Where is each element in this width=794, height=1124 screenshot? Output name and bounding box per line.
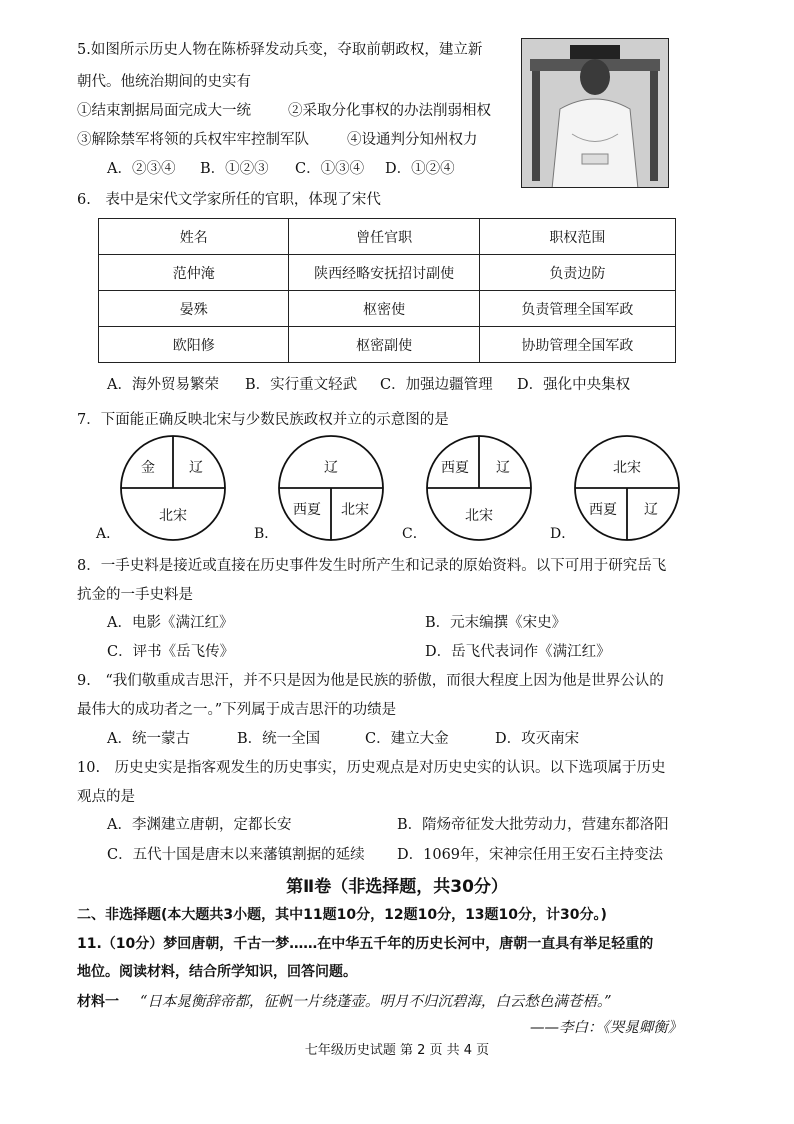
table-cell: 晏殊 (99, 291, 289, 327)
q11-material-source: ——李白：《哭晁卿衡》 (530, 1020, 683, 1036)
table-header-office: 曾任官职 (289, 219, 479, 255)
q9-stem-line2: 最伟大的成功者之一。”下列属于成吉思汗的功绩是 (77, 702, 397, 718)
q11-stem-line2: 地位。阅读材料，结合所学知识，回答问题。 (77, 964, 357, 980)
diagram-c-region: 西夏 (441, 460, 469, 476)
table-cell: 协助管理全国军政 (479, 327, 675, 363)
q10-option-b: B．隋炀帝征发大批劳动力，营建东都洛阳 (397, 817, 669, 833)
diagram-b-region: 西夏 (293, 502, 321, 518)
q10-stem-line2: 观点的是 (77, 789, 135, 805)
q5-stem-line1: 5.如图所示历史人物在陈桥驿发动兵变，夺取前朝政权，建立新 (77, 42, 483, 58)
q11-material-label: 材料一 (77, 994, 119, 1010)
diagram-a-region: 金 (141, 460, 155, 476)
q6-option-d: D．强化中央集权 (517, 377, 631, 393)
q6-stem: 6. 表中是宋代文学家所任的官职，体现了宋代 (77, 192, 381, 208)
part2-heading: 二、非选择题(本大题共3小题，其中11题10分，12题10分，13题10分，计30分。) (77, 907, 607, 923)
q6-option-a: A．海外贸易繁荣 (107, 377, 219, 393)
q9-stem-line1: 9. “我们敬重成吉思汗，并不只是因为他是民族的骄傲，而很大程度上因为他是世界公认的 (77, 673, 664, 689)
diagram-c (402, 438, 542, 552)
q8-option-c: C．评书《岳飞传》 (107, 644, 235, 660)
q8-option-d: D．岳飞代表词作《满江红》 (425, 644, 611, 660)
diagram-a-region: 辽 (189, 460, 203, 476)
table-row (99, 255, 676, 291)
table-cell: 枢密副使 (289, 327, 479, 363)
q10-option-c: C．五代十国是唐末以来藩镇割据的延续 (107, 847, 365, 863)
q9-option-b: B．统一全国 (237, 731, 321, 747)
q11-stem-line1: 11.（10分）梦回唐朝，千古一梦……在中华五千年的历史长河中，唐朝一直具有举足轻重的 (77, 936, 654, 952)
q5-option-d: D．①②④ (385, 161, 455, 177)
q5-option-b: B．①②③ (200, 161, 269, 177)
diagram-d-label: D． (550, 526, 576, 542)
q11-material-text: “日本晁衡辞帝都，征帆一片绕蓬壶。明月不归沉碧海，白云愁色满苍梧。” (140, 994, 612, 1010)
q5-statement-3: ③解除禁军将领的兵权牢牢控制军队 (77, 132, 309, 148)
q10-stem-line1: 10. 历史史实是指客观发生的历史事实，历史观点是对历史史实的认识。以下选项属于历史 (77, 760, 666, 776)
diagram-d-region: 北宋 (613, 460, 641, 476)
table-cell: 负责管理全国军政 (479, 291, 675, 327)
q8-stem-line1: 8．一手史料是接近或直接在历史事件发生时所产生和记录的原始资料。以下可用于研究岳飞 (77, 558, 667, 574)
diagram-d-region: 辽 (644, 502, 658, 518)
q8-stem-line2: 抗金的一手史料是 (77, 587, 193, 603)
diagram-a (96, 438, 236, 552)
q10-option-d: D．1069年，宋神宗任用王安石主持变法 (397, 847, 664, 863)
table-cell: 负责边防 (479, 255, 675, 291)
q5-option-a: A．②③④ (107, 161, 176, 177)
q5-statement-1: ①结束割据局面完成大一统 (77, 103, 251, 119)
q10-option-a: A．李渊建立唐朝，定都长安 (107, 817, 292, 833)
page-footer: 七年级历史试题 第 2 页 共 4 页 (304, 1043, 490, 1058)
diagram-b-label: B． (254, 526, 279, 542)
diagram-d (550, 438, 690, 552)
q6-option-c: C．加强边疆管理 (380, 377, 493, 393)
table-row (99, 327, 676, 363)
table-header-scope: 职权范围 (479, 219, 675, 255)
table-header-row (99, 219, 676, 255)
q7-stem: 7．下面能正确反映北宋与少数民族政权并立的示意图的是 (77, 412, 449, 428)
table-header-name: 姓名 (99, 219, 289, 255)
diagram-a-region: 北宋 (159, 508, 187, 524)
q8-option-b: B．元末编撰《宋史》 (425, 615, 567, 631)
q5-statement-2: ②采取分化事权的办法削弱相权 (288, 103, 491, 119)
table-cell: 陕西经略安抚招讨副使 (289, 255, 479, 291)
diagram-c-region: 辽 (496, 460, 510, 476)
table-cell: 欧阳修 (99, 327, 289, 363)
q5-statement-4: ④设通判分知州权力 (347, 132, 478, 148)
emperor-portrait-image (521, 38, 669, 188)
officials-table (98, 218, 676, 363)
q9-option-d: D．攻灭南宋 (495, 731, 580, 747)
table-row (99, 291, 676, 327)
q8-option-a: A．电影《满江红》 (107, 615, 234, 631)
diagram-a-label: A． (96, 526, 121, 542)
q5-stem-line2: 朝代。他统治期间的史实有 (77, 74, 251, 90)
q5-option-c: C．①③④ (295, 161, 365, 177)
diagram-b-region: 北宋 (341, 502, 369, 518)
q9-option-a: A．统一蒙古 (107, 731, 190, 747)
q6-option-b: B．实行重文轻武 (245, 377, 358, 393)
q9-option-c: C．建立大金 (365, 731, 449, 747)
diagram-c-region: 北宋 (465, 508, 493, 524)
diagram-b (254, 438, 394, 552)
table-cell: 枢密使 (289, 291, 479, 327)
part2-title: 第Ⅱ卷（非选择题，共30分） (286, 877, 508, 897)
table-cell: 范仲淹 (99, 255, 289, 291)
diagram-d-region: 西夏 (589, 502, 617, 518)
diagram-b-region: 辽 (324, 460, 338, 476)
diagram-c-label: C． (402, 526, 427, 542)
